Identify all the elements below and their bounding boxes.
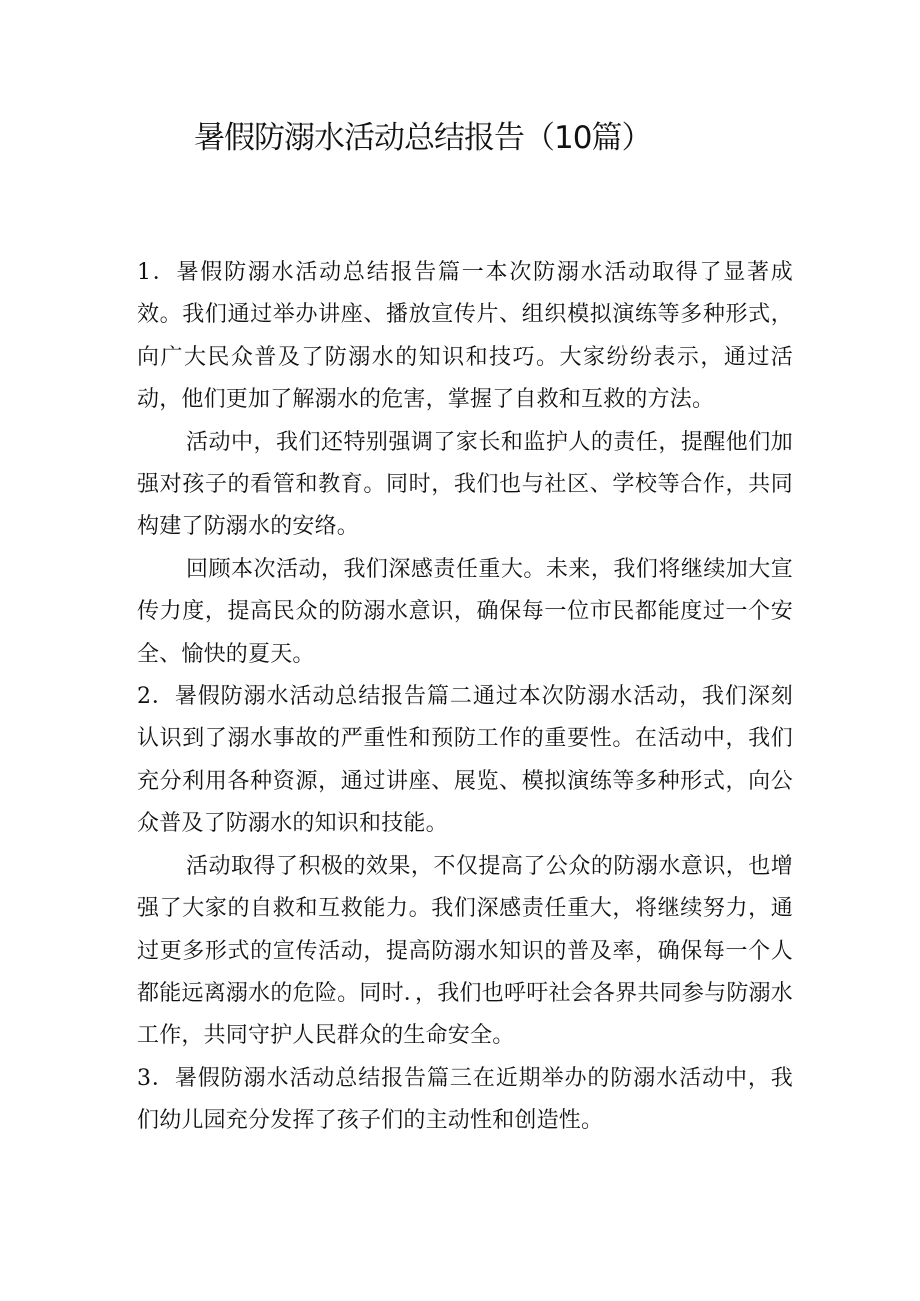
document-title: 暑假防溺水活动总结报告（10篇） bbox=[194, 120, 652, 156]
paragraph-6: 3．暑假防溺水活动总结报告篇三在近期举办的防溺水活动中，我们幼儿园充分发挥了孩子们的主动性和创造性。 bbox=[137, 1065, 793, 1134]
paragraph-3: 回顾本次活动，我们深感责任重大。未来，我们将继续加大宣传力度，提高民众的防溺水意识，确保每一位市民都能度过一个安全、愉快的夏天。 bbox=[137, 556, 793, 667]
paragraph-1: 1．暑假防溺水活动总结报告篇一本次防溺水活动取得了显著成效。我们通过举办讲座、播放宣传片、组织模拟演练等多种形式，向广大民众普及了防溺水的知识和技巧。大家纷纷表示，通过活动，他们更加了解溺水的危害，掌握了自救和互救的方法。 bbox=[137, 260, 793, 413]
paragraph-5: 活动取得了积极的效果，不仅提高了公众的防溺水意识，也增强了大家的自救和互救能力。我们深感责任重大，将继续努力，通过更多形式的宣传活动，提高防溺水知识的普及率，确保每一个人都能远离溺水的危险。同时．，我们也呼吁社会各界共同参与防溺水工作，共同守护人民群众的生命安全。 bbox=[137, 853, 793, 1049]
paragraph-2: 活动中，我们还特别强调了家长和监护人的责任，提醒他们加强对孩子的看管和教育。同时，我们也与社区、学校等合作，共同构建了防溺水的安络。 bbox=[137, 429, 793, 540]
paragraph-4: 2．暑假防溺水活动总结报告篇二通过本次防溺水活动，我们深刻认识到了溺水事故的严重性和预防工作的重要性。在活动中，我们充分利用各种资源，通过讲座、展览、模拟演练等多种形式，向公众普及了防溺水的知识和技能。 bbox=[137, 684, 793, 837]
document-body bbox=[137, 252, 793, 1143]
